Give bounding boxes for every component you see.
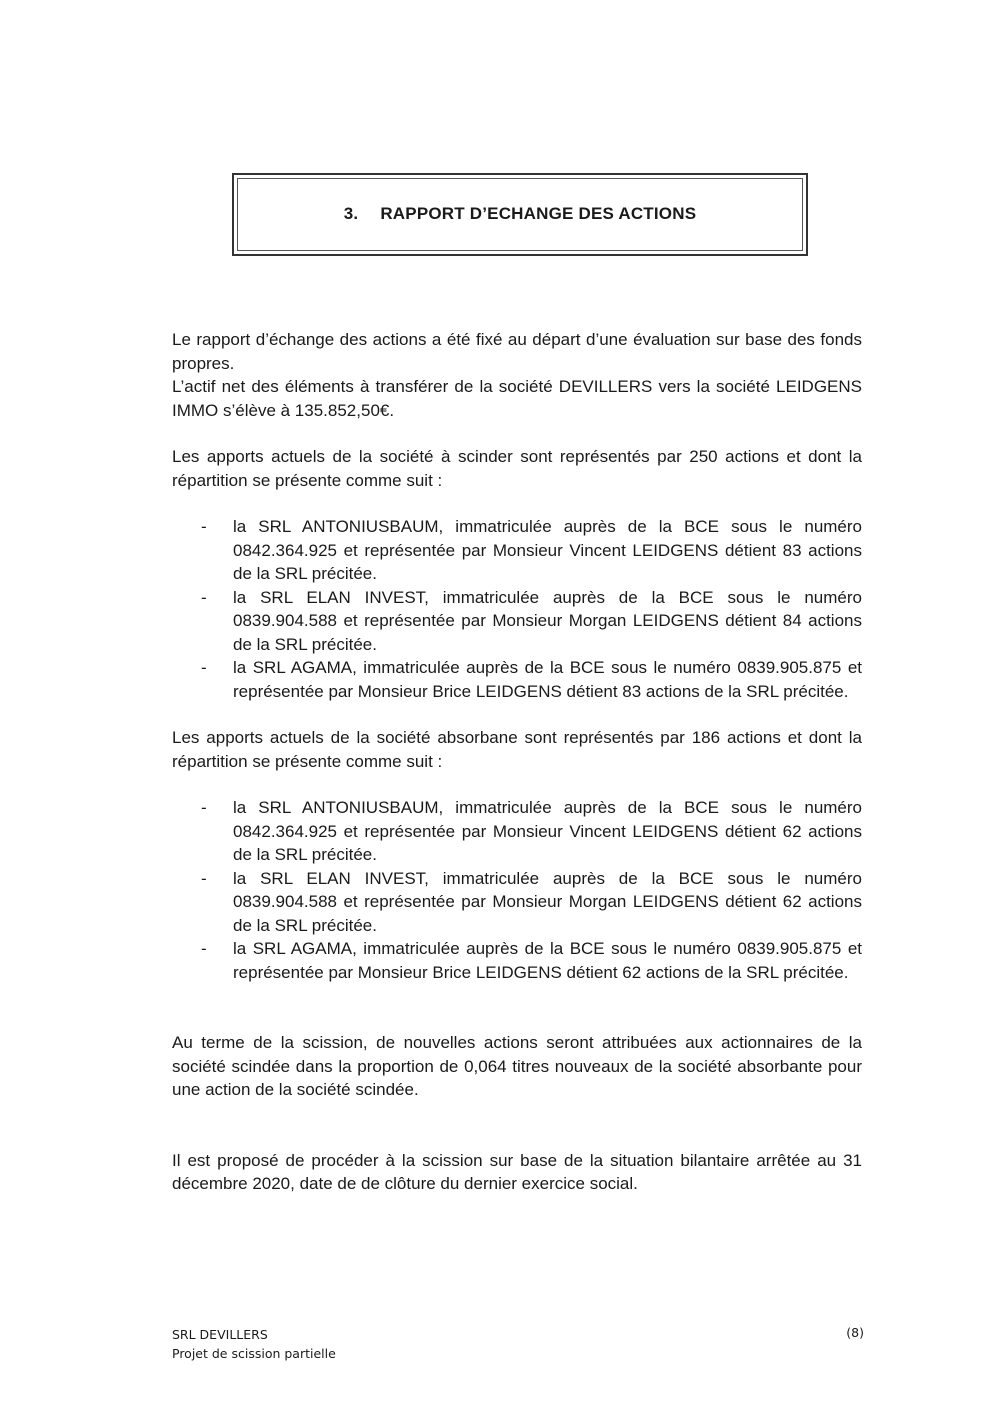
bullet-dash: -	[201, 517, 207, 536]
list-item-text: la SRL ELAN INVEST, immatriculée auprès de la BCE sous le numéro 0839.904.588 et représentée par Monsieur Morgan LEIDGENS détient 84 actions de la SRL précitée.	[233, 587, 862, 654]
list-item-text: la SRL ANTONIUSBAUM, immatriculée auprès de la BCE sous le numéro 0842.364.925 et représentée par Monsieur Vincent LEIDGENS détient 62 actions de la SRL précitée.	[233, 798, 862, 864]
section-title-box	[232, 173, 808, 256]
absorbing-company-list	[172, 796, 862, 984]
bullet-dash: -	[201, 868, 207, 888]
conclusion-paragraph-2: Il est proposé de procéder à la scission sur base de la situation bilantaire arrêtée au 31 décembre 2020, date de de clôture du dernier exercice social.	[172, 1150, 862, 1193]
section-number: 3.	[343, 204, 359, 223]
list-item	[172, 656, 862, 703]
list-item-text: la SRL AGAMA, immatriculée auprès de la BCE sous le numéro 0839.905.875 et représentée par Monsieur Brice LEIDGENS détient 62 actions de la SRL précitée.	[233, 939, 862, 982]
list-item-text: la SRL ELAN INVEST, immatriculée auprès de la BCE sous le numéro 0839.904.588 et représentée par Monsieur Morgan LEIDGENS détient 62 actions de la SRL précitée.	[233, 868, 862, 935]
bullet-dash: -	[201, 658, 207, 677]
bullet-dash: -	[201, 587, 207, 607]
list-item	[172, 796, 862, 867]
bullet-dash: -	[201, 939, 207, 958]
intro-paragraph-2: L’actif net des éléments à transférer de la société DEVILLERS vers la société LEIDGENS IMMO s’élève à 135.852,50€.	[172, 377, 862, 420]
intro-paragraph-1: Le rapport d’échange des actions a été fixé au départ d’une évaluation sur base des fonds propres.	[172, 330, 862, 373]
footer-company: SRL DEVILLERS	[172, 1327, 268, 1342]
list-item-text: la SRL ANTONIUSBAUM, immatriculée auprès de la BCE sous le numéro 0842.364.925 et représentée par Monsieur Vincent LEIDGENS détient 83 actions de la SRL précitée.	[233, 517, 862, 583]
section-title-text: RAPPORT D’ECHANGE DES ACTIONS	[380, 204, 697, 223]
footer-document-title: Projet de scission partielle	[172, 1346, 336, 1361]
list-item-text: la SRL AGAMA, immatriculée auprès de la BCE sous le numéro 0839.905.875 et représentée par Monsieur Brice LEIDGENS détient 83 actions de la SRL précitée.	[233, 658, 862, 701]
split-company-list	[172, 515, 862, 703]
bullet-dash: -	[201, 798, 207, 817]
footer	[172, 1325, 336, 1363]
absorbing-company-intro: Les apports actuels de la société absorbane sont représentés par 186 actions et dont la répartition se présente comme suit :	[172, 728, 862, 771]
list-item	[172, 867, 862, 938]
list-item	[172, 937, 862, 984]
section-title	[234, 204, 806, 224]
list-item	[172, 515, 862, 586]
split-company-intro: Les apports actuels de la société à scinder sont représentés par 250 actions et dont la répartition se présente comme suit :	[172, 447, 862, 490]
list-item	[172, 586, 862, 657]
conclusion-paragraph-1: Au terme de la scission, de nouvelles actions seront attribuées aux actionnaires de la société scindée dans la proportion de 0,064 titres nouveaux de la société absorbante pour une action de la société scindée.	[172, 1033, 862, 1099]
document-body	[172, 328, 862, 1196]
page-number: (8)	[846, 1325, 864, 1340]
